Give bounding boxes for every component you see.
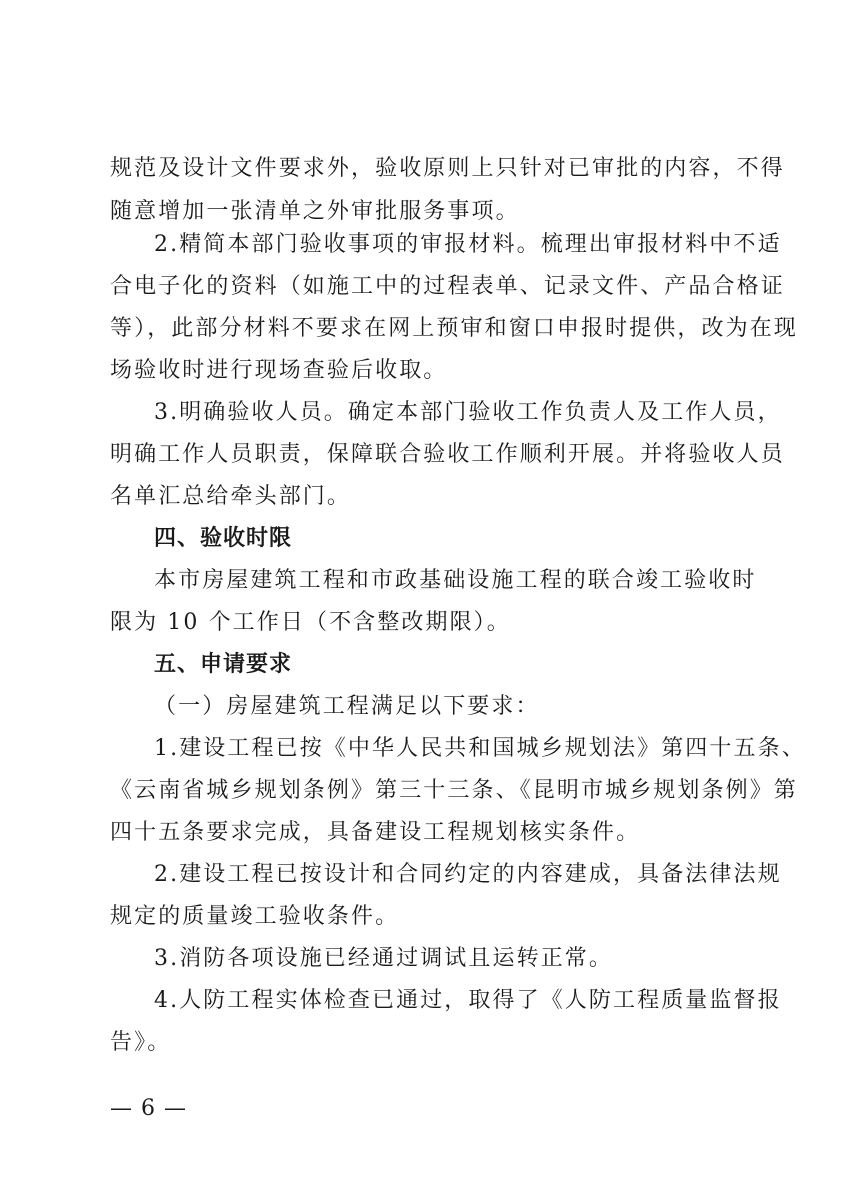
- paragraph-line: 告》。: [110, 1030, 172, 1055]
- paragraph-line: 2.精简本部门验收事项的审报材料。梳理出审报材料中不适: [154, 232, 782, 257]
- paragraph-line: 4.人防工程实体检查已通过，取得了《人防工程质量监督报: [154, 988, 782, 1013]
- paragraph-line: 规范及设计文件要求外，验收原则上只针对已审批的内容，不得: [110, 156, 785, 181]
- paragraph-line: 四十五条要求完成，具备建设工程规划核实条件。: [110, 820, 641, 845]
- paragraph-line: 合电子化的资料（如施工中的过程表单、记录文件、产品合格证: [110, 274, 785, 299]
- paragraph-line: 本市房屋建筑工程和市政基础设施工程的联合竣工验收时: [154, 568, 757, 593]
- paragraph-line: 名单汇总给牵头部门。: [110, 484, 352, 509]
- page-number: — 6 —: [110, 1096, 187, 1121]
- paragraph-line: 3.明确验收人员。确定本部门验收工作负责人及工作人员，: [154, 400, 782, 425]
- paragraph-line: 随意增加一张清单之外审批服务事项。: [110, 199, 520, 224]
- paragraph-line: 1.建设工程已按《中华人民共和国城乡规划法》第四十五条、: [154, 736, 806, 761]
- paragraph-line: 场验收时进行现场查验后收取。: [110, 358, 448, 383]
- paragraph-line: 《云南省城乡规划条例》第三十三条、《昆明市城乡规划条例》第: [110, 778, 798, 803]
- paragraph-line: 规定的质量竣工验收条件。: [110, 904, 400, 929]
- section-heading: 四、验收时限: [154, 526, 293, 551]
- paragraph-line: 3.消防各项设施已经通过调试且运转正常。: [154, 946, 613, 971]
- paragraph-line: 限为 10 个工作日（不含整改期限）。: [110, 610, 511, 635]
- paragraph-line: 2.建设工程已按设计和合同约定的内容建成，具备法律法规: [154, 862, 782, 887]
- section-heading: 五、申请要求: [154, 652, 293, 677]
- subsection-heading: （一）房屋建筑工程满足以下要求：: [154, 694, 540, 719]
- paragraph-line: 等），此部分材料不要求在网上预审和窗口申报时提供，改为在现: [110, 316, 798, 341]
- paragraph-line: 明确工作人员职责，保障联合验收工作顺利开展。并将验收人员: [110, 442, 785, 467]
